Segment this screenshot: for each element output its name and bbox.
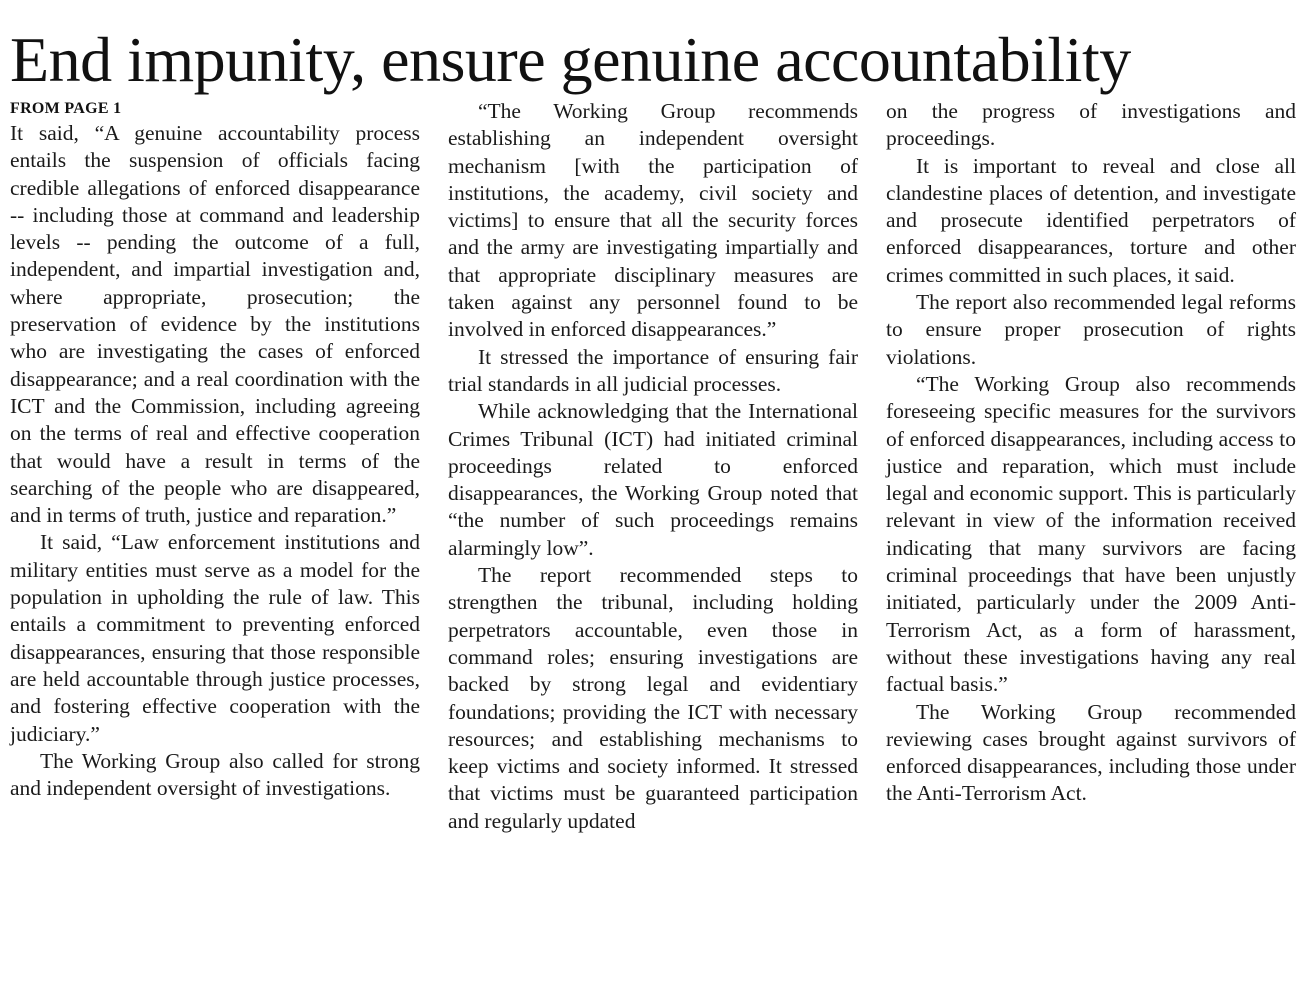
article-column-1 [10, 98, 420, 802]
article-column-3 [886, 98, 1296, 808]
paragraph: “The Working Group recommends establishing an independent oversight mechanism [with the participation of institutions, the academy, civil society and victims] to ensure that all the security forces and the army are investigating impartially and that appropriate disciplinary measures are taken against any personnel found to be involved in enforced disappearances.” [448, 99, 858, 342]
paragraph: The Working Group also called for strong and independent oversight of investigations. [10, 748, 420, 801]
paragraph: It stressed the importance of ensuring fair trial standards in all judicial processes. [448, 344, 858, 396]
paragraph: The report also recommended legal reforms to ensure proper prosecution of rights violations. [886, 290, 1296, 369]
from-page-kicker: FROM PAGE 1 [10, 100, 122, 117]
paragraph: “The Working Group also recommends foreseeing specific measures for the survivors of enforced disappearances, including access to justice and reparation, which must include legal and economic support. This is particularly relevant in view of the information received indicating that many survivors are facing criminal proceedings that have been unjustly initiated, particularly under the 2009 Anti-Terrorism Act, as a form of harassment, without these investigations having any real factual basis.” [886, 371, 1296, 697]
paragraph: It said, “Law enforcement institutions and military entities must serve as a model for the population in upholding the rule of law. This entails a commitment to preventing enforced disappearances, ensuring that those responsible are held accountable through justice processes, and fostering effective cooperation with the judiciary.” [10, 530, 420, 746]
paragraph: While acknowledging that the International Crimes Tribunal (ICT) had initiated criminal proceedings related to enforced disappearances, the Working Group noted that “the number of such proceedings remains alarmingly low”. [448, 399, 858, 560]
paragraph: It said, “A genuine accountability process entails the suspension of officials facing credible allegations of enforced disappearance -- including those at command and leadership levels -- pending the outcome of a full, independent, and impartial investigation and, where appropriate, prosecution; the preservation of evidence by the institutions who are investigating the cases of enforced disappearance; and a real coordination with the ICT and the Commission, including agreeing on the terms of real and effective cooperation that would have a result in terms of the searching of the people who are disappeared, and in terms of truth, justice and reparation.” [10, 121, 420, 528]
paragraph: on the progress of investigations and proceedings. [886, 99, 1296, 151]
paragraph: The report recommended steps to strengthen the tribunal, including holding perpetrators accountable, even those in command roles; ensuring investigations are backed by strong legal and evidentiary foundations; providing the ICT with necessary resources; and establishing mechanisms to keep victims and society informed. It stressed that victims must be guaranteed participation and regularly updated [448, 563, 858, 833]
paragraph: It is important to reveal and close all clandestine places of detention, and investigate and prosecute identified perpetrators of enforced disappearances, torture and other crimes committed in such places, it said. [886, 153, 1296, 287]
headline: End impunity, ensure genuine accountability [10, 24, 1131, 95]
article-column-2 [448, 98, 858, 835]
paragraph: The Working Group recommended reviewing cases brought against survivors of enforced disappearances, including those under the Anti-Terrorism Act. [886, 699, 1296, 806]
